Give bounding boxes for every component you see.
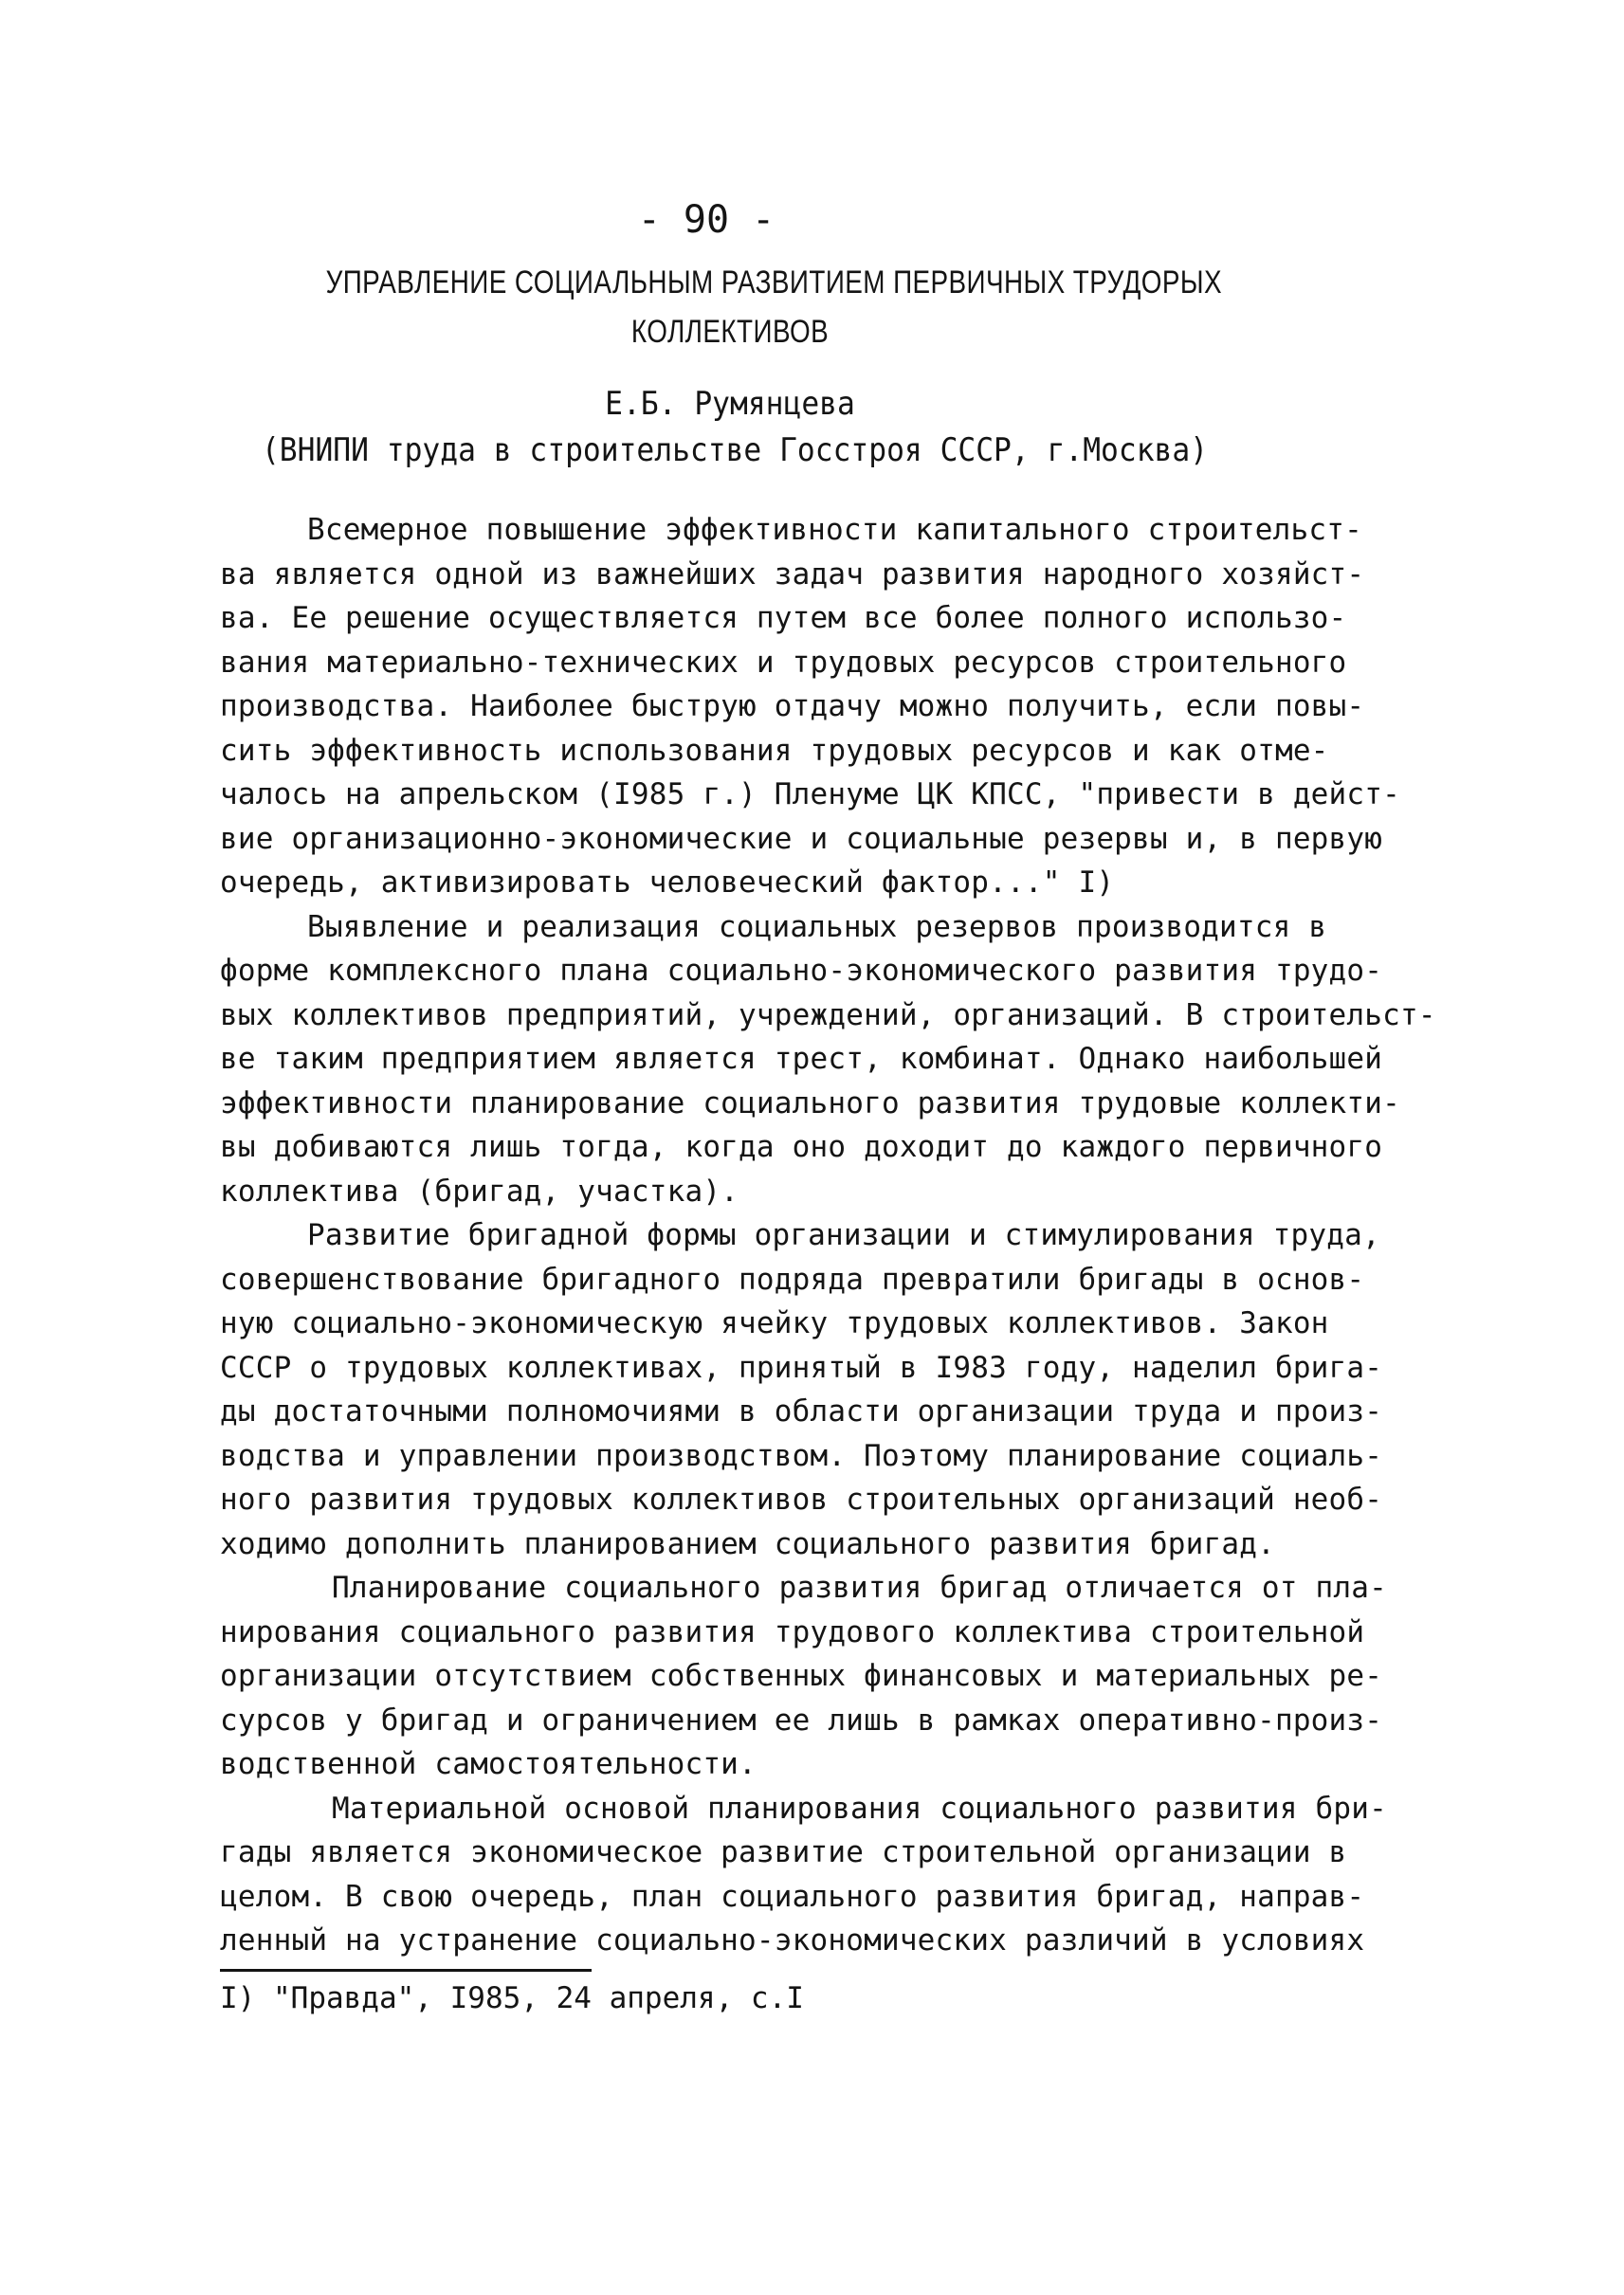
text-line: вых коллективов предприятий, учреждений, организаций. В строительст- — [220, 997, 1436, 1032]
footnote-separator — [220, 1969, 592, 1972]
text-line: сить эффективность использования трудовых ресурсов и как отме- — [220, 733, 1329, 768]
article-title — [325, 258, 1222, 356]
text-line: вы добиваются лишь тогда, когда оно доходит до каждого первичного — [220, 1130, 1383, 1164]
title-line-1: УПРАВЛЕНИЕ СОЦИАЛЬНЫМ РАЗВИТИЕМ ПЕРВИЧНЫХ ТРУДОРЫХ — [325, 264, 1222, 301]
text-line: ве таким предприятием является трест, комбинат. Однако наибольшей — [220, 1042, 1383, 1076]
text-line: сурсов у бригад и ограничением ее лишь в рамках оперативно-произ- — [220, 1703, 1383, 1738]
text-line: эффективности планирование социального развития трудовые коллекти- — [220, 1085, 1400, 1120]
text-line: организации отсутствием собственных финансовых и материальных ре- — [220, 1659, 1383, 1693]
text-line: вания материально-технических и трудовых ресурсов строительного — [220, 645, 1347, 680]
text-line: ного развития трудовых коллективов строительных организаций необ- — [220, 1483, 1383, 1517]
text-line: Планирование социального развития бригад отличается от пла- — [332, 1571, 1387, 1605]
text-line: коллектива (бригад, участка). — [220, 1174, 739, 1209]
text-line: ленный на устранение социально-экономических различий в условиях — [220, 1923, 1365, 1958]
text-line: гады является экономическое развитие строительной организации в — [220, 1835, 1347, 1869]
text-line: целом. В свою очередь, план социального развития бригад, направ- — [220, 1879, 1365, 1914]
text-line: Всемерное повышение эффективности капитального строительст- — [307, 513, 1362, 547]
text-line: ды достаточными полномочиями в области организации труда и произ- — [220, 1394, 1383, 1429]
text-line: производства. Наиболее быструю отдачу можно получить, если повы- — [220, 689, 1365, 723]
text-line: форме комплексного плана социально-экономического развития трудо- — [220, 954, 1383, 988]
text-line: вие организационно-экономические и социальные резервы и, в первую — [220, 821, 1383, 856]
text-line: ходимо дополнить планированием социального развития бригад. — [220, 1526, 1275, 1561]
text-line: очередь, активизировать человеческий фактор..." I) — [220, 865, 1115, 900]
text-line: Выявление и реализация социальных резервов производится в — [307, 909, 1327, 944]
text-line: водства и управлении производством. Поэтому планирование социаль- — [220, 1438, 1383, 1473]
text-line: ва. Ее решение осуществляется путем все более полного использо- — [220, 601, 1347, 635]
author-name: Е.Б. Румянцева — [605, 385, 855, 423]
text-line: совершенствование бригадного подряда превратили бригады в основ- — [220, 1262, 1365, 1297]
text-line: СССР о трудовых коллективах, принятый в I983 году, наделил брига- — [220, 1350, 1383, 1385]
text-line: Развитие бригадной формы организации и стимулирования труда, — [307, 1218, 1380, 1252]
text-line: ва является одной из важнейших задач развития народного хозяйст- — [220, 556, 1365, 592]
author-affiliation: (ВНИПИ труда в строительстве Госстроя СССР, г.Москва) — [261, 431, 1209, 469]
text-line: ную социально-экономическую ячейку трудовых коллективов. Закон — [220, 1306, 1329, 1340]
title-line-2: КОЛЛЕКТИВОВ — [630, 314, 830, 350]
footnote: I) "Правда", I985, 24 апреля, с.I — [220, 1981, 804, 2015]
text-line: нирования социального развития трудового коллектива строительной — [220, 1614, 1365, 1649]
body-text — [220, 508, 1436, 1963]
page-number: - 90 - — [637, 198, 776, 242]
text-line: Материальной основой планирования социального развития бри- — [332, 1791, 1387, 1826]
text-line: водственной самостоятельности. — [220, 1747, 757, 1781]
text-line: чалось на апрельском (I985 г.) Пленуме ЦК КПСС, "привести в дейст- — [220, 777, 1400, 811]
